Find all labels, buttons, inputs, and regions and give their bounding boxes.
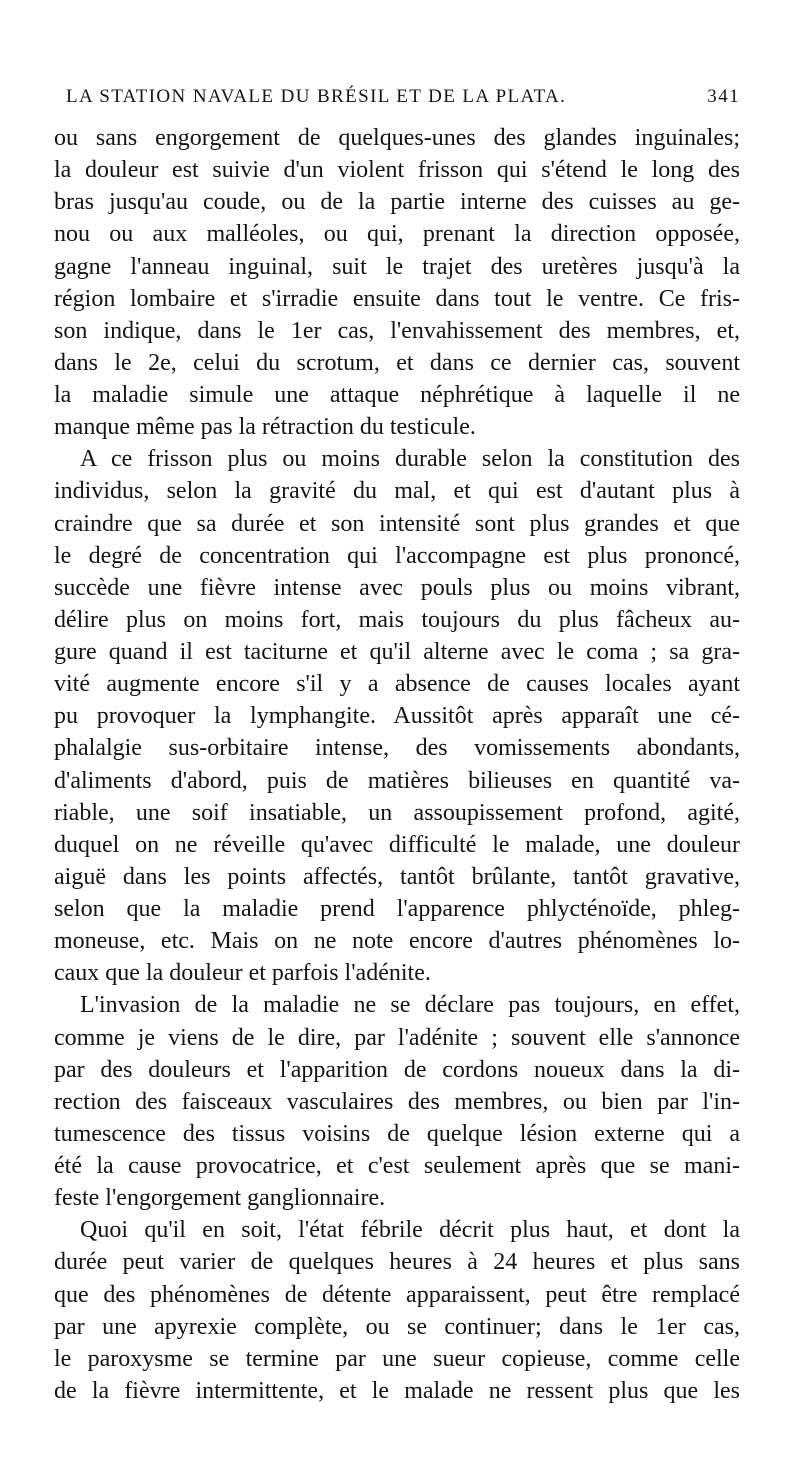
text-line: comme je viens de le dire, par l'adénite ; souvent elle s'annonce [54,1024,740,1051]
text-line: délire plus on moins fort, mais toujours du plus fâcheux au- [54,606,740,633]
text-line: succède une fièvre intense avec pouls plus ou moins vibrant, [54,574,740,601]
text-line: moneuse, etc. Mais on ne note encore d'autres phénomènes lo- [54,928,740,955]
text-line: rection des faisceaux vasculaires des membres, ou bien par l'in- [54,1088,740,1115]
text-line: individus, selon la gravité du mal, et qui est d'autant plus à [54,478,740,505]
text-line: de la fièvre intermittente, et le malade ne ressent plus que les [54,1377,740,1404]
text-line: riable, une soif insatiable, un assoupissement profond, agité, [54,799,740,826]
text-line: phalalgie sus-orbitaire intense, des vomissements abondants, [54,735,740,762]
text-line: la maladie simule une attaque néphrétique à laquelle il ne [54,382,740,408]
text-line: caux que la douleur et parfois l'adénite. [54,960,431,987]
running-title: LA STATION NAVALE DU BRÉSIL ET DE LA PLATA. [66,86,567,107]
text-line: duquel on ne réveille qu'avec difficulté le malade, une douleur [54,831,740,858]
text-line: son indique, dans le 1er cas, l'envahissement des membres, et, [54,317,740,344]
text-line: feste l'engorgement ganglionnaire. [54,1185,386,1212]
text-line: L'invasion de la maladie ne se déclare pas toujours, en effet, [80,992,740,1019]
text-line: le degré de concentration qui l'accompagne est plus prononcé, [54,542,740,569]
text-line: par une apyrexie complète, ou se continuer; dans le 1er cas, [54,1313,740,1340]
text-line: gagne l'anneau inguinal, suit le trajet des uretères jusqu'à la [54,253,740,280]
text-line: le paroxysme se termine par une sueur copieuse, comme celle [54,1345,740,1372]
text-line: région lombaire et s'irradie ensuite dans tout le ventre. Ce fris- [54,285,740,312]
text-line: ou sans engorgement de quelques-unes des glandes inguinales; [54,125,740,151]
body-text [54,122,740,1407]
text-line: manque même pas la rétraction du testicule. [54,414,476,441]
text-line: craindre que sa durée et son intensité sont plus grandes et que [54,510,740,537]
text-line: pu provoquer la lymphangite. Aussitôt après apparaît une cé- [54,703,740,730]
text-line: durée peut varier de quelques heures à 24 heures et plus sans [54,1249,740,1276]
text-line: aiguë dans les points affectés, tantôt brûlante, tantôt gravative, [54,863,740,890]
text-line: nou ou aux malléoles, ou qui, prenant la direction opposée, [54,221,740,248]
text-line: tumescence des tissus voisins de quelque lésion externe qui a [54,1120,740,1147]
text-line: bras jusqu'au coude, ou de la partie interne des cuisses au ge- [54,189,740,216]
text-line: par des douleurs et l'apparition de cordons noueux dans la di- [54,1056,740,1083]
text-line: dans le 2e, celui du scrotum, et dans ce dernier cas, souvent [54,349,740,376]
text-line: que des phénomènes de détente apparaissent, peut être remplacé [54,1281,740,1308]
running-head [54,86,740,114]
text-line: A ce frisson plus ou moins durable selon la constitution des [80,446,740,473]
text-line: vité augmente encore s'il y a absence de causes locales ayant [54,671,740,698]
text-line: la douleur est suivie d'un violent frisson qui s'étend le long des [54,157,740,184]
text-line: d'aliments d'abord, puis de matières bilieuses en quantité va- [54,767,740,794]
text-line: Quoi qu'il en soit, l'état fébrile décrit plus haut, et dont la [80,1217,740,1244]
page-number: 341 [707,86,740,107]
text-line: gure quand il est taciturne et qu'il alterne avec le coma ; sa gra- [54,639,740,665]
text-line: été la cause provocatrice, et c'est seulement après que se mani- [54,1153,740,1179]
text-line: selon que la maladie prend l'apparence phlycténoïde, phleg- [54,896,740,922]
